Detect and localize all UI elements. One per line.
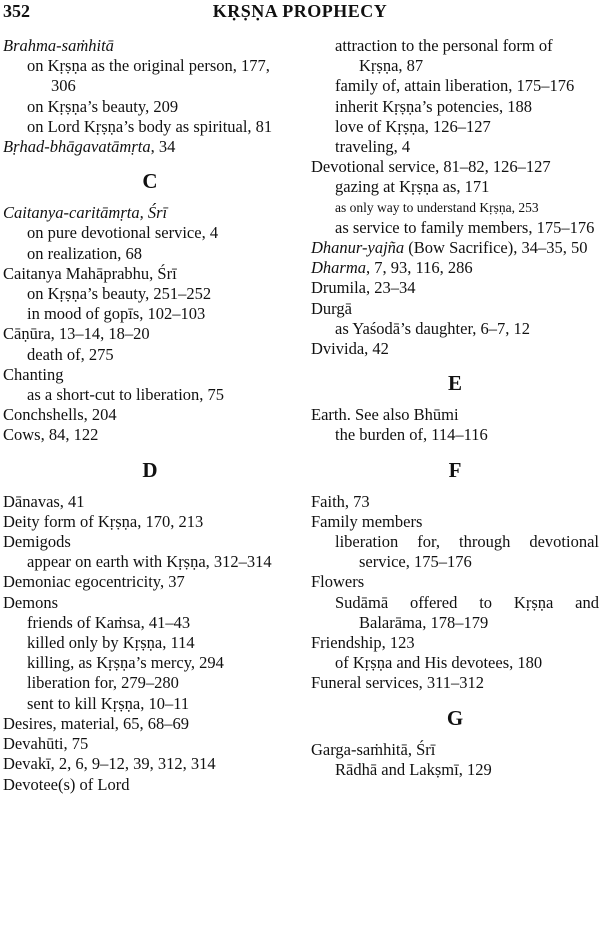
index-entry: [3, 572, 297, 592]
index-column-left: [3, 36, 297, 795]
index-entry: [3, 734, 297, 754]
entry-text: on Lord Kṛṣṇa’s body as spiritual, 81: [27, 116, 273, 136]
entry-text: Friendship, 123: [311, 633, 415, 653]
section-letter: [311, 706, 599, 730]
entry-text: Durgā: [311, 298, 352, 318]
entry-text: F: [448, 457, 462, 482]
entry-text: Sudāmā offered to Kṛṣṇa and Balarāma, 178–179: [335, 592, 599, 632]
index-subentry: [311, 117, 599, 137]
entry-text: Cāṇūra, 13–14, 18–20: [3, 324, 150, 344]
page-header: [0, 0, 600, 30]
entry-text: love of Kṛṣṇa, 126–127: [335, 116, 491, 136]
index-entry: [311, 405, 599, 425]
index-subentry: [3, 385, 297, 405]
entry-text: on Kṛṣṇa’s beauty, 251–252: [27, 284, 212, 304]
entry-text: D: [142, 457, 158, 482]
index-subentry: [3, 244, 297, 264]
section-letter: [3, 458, 297, 482]
index-subentry: [311, 218, 599, 238]
index-entry: [311, 572, 599, 592]
index-entry: [3, 324, 297, 344]
entry-text: on Kṛṣṇa’s beauty, 209: [27, 96, 179, 116]
index-entry: [3, 36, 297, 56]
index-subentry: [311, 76, 599, 96]
entry-text: Flowers: [311, 572, 365, 592]
entry-text: appear on earth with Kṛṣṇa, 312–314: [27, 552, 272, 572]
index-subentry: [3, 673, 297, 693]
entry-text: Chanting: [3, 364, 64, 384]
index-entry: [311, 633, 599, 653]
entry-text: Caitanya-caritāmṛta, Śrī: [3, 203, 168, 223]
entry-text: Bṛhad-bhāgavatāmṛta: [3, 137, 151, 157]
index-entry: [3, 512, 297, 532]
entry-text: Demons: [3, 592, 58, 612]
index-subentry: [3, 304, 297, 324]
index-subentry: [3, 552, 297, 572]
page-number: 352: [3, 1, 30, 21]
section-letter: [3, 169, 297, 193]
entry-text: G: [446, 705, 464, 730]
entry-text: as only way to understand Kṛṣṇa, 253: [335, 199, 539, 215]
index-entry: [3, 775, 297, 795]
index-entry: [311, 740, 599, 760]
index-subentry: [3, 345, 297, 365]
index-subentry: [311, 137, 599, 157]
entry-text: as service to family members, 175–176: [335, 217, 595, 237]
entry-text: Rādhā and Lakṣmī, 129: [335, 759, 492, 779]
entry-text: Devotee(s) of Lord: [3, 774, 130, 794]
index-subentry: [311, 319, 599, 339]
index-entry: [311, 492, 599, 512]
entry-text: Dhanur-yajña: [311, 238, 405, 258]
entry-text: Demigods: [3, 532, 71, 552]
index-subentry: [311, 653, 599, 673]
index-subentry: [3, 284, 297, 304]
index-entry: [311, 238, 599, 258]
entry-text: Funeral services, 311–312: [311, 673, 485, 693]
index-entry: [3, 264, 297, 284]
entry-text: Demoniac egocentricity, 37: [3, 572, 185, 592]
index-subentry: [311, 198, 599, 218]
entry-pages: , 7, 93, 116, 286: [366, 258, 473, 278]
section-letter: [311, 458, 599, 482]
entry-text: in mood of gopīs, 102–103: [27, 304, 206, 324]
index-entry: [311, 339, 599, 359]
index-column-right: [311, 36, 599, 780]
index-subentry: [3, 694, 297, 714]
index-subentry: [311, 425, 599, 445]
index-subentry: [311, 532, 599, 572]
entry-text: Dvivida, 42: [311, 339, 389, 359]
entry-text: on realization, 68: [27, 243, 143, 263]
entry-text: sent to kill Kṛṣṇa, 10–11: [27, 693, 190, 713]
entry-text: liberation for, 279–280: [27, 673, 179, 693]
index-entry: [3, 425, 297, 445]
index-subentry: [3, 223, 297, 243]
entry-text: attraction to the personal form of Kṛṣṇa, 87: [335, 36, 553, 76]
index-subentry: [3, 97, 297, 117]
running-title: KṚṢṆA PROPHECY: [212, 1, 388, 21]
entry-text: family of, attain liberation, 175–176: [335, 76, 575, 96]
entry-text: C: [142, 169, 158, 194]
entry-text: liberation for, through devotional service, 175–176: [335, 532, 599, 572]
entry-text: as a short-cut to liberation, 75: [27, 385, 225, 405]
index-entry: [3, 492, 297, 512]
index-entry: [311, 512, 599, 532]
index-subentry: [311, 593, 599, 633]
section-letter: [311, 371, 599, 395]
entry-text: Faith, 73: [311, 491, 370, 511]
entry-text: Cows, 84, 122: [3, 425, 99, 445]
entry-text: of Kṛṣṇa and His devotees, 180: [335, 653, 543, 673]
index-subentry: [311, 36, 599, 76]
index-subentry: [311, 97, 599, 117]
entry-text: Caitanya Mahāprabhu, Śrī: [3, 263, 177, 283]
entry-text: Devotional service, 81–82, 126–127: [311, 157, 551, 177]
entry-text: Dharma: [311, 258, 367, 278]
entry-text: Earth. See also Bhūmi: [311, 405, 459, 425]
index-entry: [311, 278, 599, 298]
entry-text: inherit Kṛṣṇa’s potencies, 188: [335, 96, 533, 116]
index-entry: [311, 258, 599, 278]
entry-text: as Yaśodā’s daughter, 6–7, 12: [335, 318, 531, 338]
index-subentry: [3, 56, 297, 96]
index-subentry: [3, 633, 297, 653]
entry-text: Family members: [311, 511, 423, 531]
entry-text: the burden of, 114–116: [335, 425, 488, 445]
entry-text: killed only by Kṛṣṇa, 114: [27, 633, 195, 653]
entry-text: friends of Kaṁsa, 41–43: [27, 612, 191, 632]
entry-text: Brahma-saṁhitā: [3, 36, 114, 55]
entry-text: E: [447, 371, 462, 396]
index-subentry: [3, 613, 297, 633]
entry-text: gazing at Kṛṣṇa as, 171: [335, 177, 490, 197]
entry-text: Devahūti, 75: [3, 734, 89, 754]
index-subentry: [311, 177, 599, 197]
index-entry: [3, 405, 297, 425]
index-entry: [3, 137, 297, 157]
entry-pages: , 34: [150, 137, 176, 157]
entry-text: Drumila, 23–34: [311, 278, 416, 298]
index-entry: [3, 754, 297, 774]
entry-text: traveling, 4: [335, 137, 411, 157]
index-entry: [311, 157, 599, 177]
index-entry: [311, 673, 599, 693]
index-entry: [3, 532, 297, 552]
entry-text: Deity form of Kṛṣṇa, 170, 213: [3, 511, 204, 531]
entry-text: killing, as Kṛṣṇa’s mercy, 294: [27, 653, 224, 673]
entry-pages: (Bow Sacrifice), 34–35, 50: [404, 238, 588, 258]
entry-text: Conchshells, 204: [3, 405, 117, 425]
entry-text: on Kṛṣṇa as the original person, 177, 306: [27, 56, 270, 96]
entry-text: Garga-saṁhitā, Śrī: [311, 739, 436, 759]
index-entry: [3, 365, 297, 385]
entry-text: death of, 275: [27, 344, 114, 364]
index-entry: [3, 203, 297, 223]
index-entry: [311, 299, 599, 319]
entry-text: Devakī, 2, 6, 9–12, 39, 312, 314: [3, 754, 216, 774]
entry-text: Dānavas, 41: [3, 491, 85, 511]
entry-text: Desires, material, 65, 68–69: [3, 713, 190, 733]
index-subentry: [3, 117, 297, 137]
index-entry: [3, 714, 297, 734]
index-subentry: [311, 760, 599, 780]
entry-text: on pure devotional service, 4: [27, 223, 219, 243]
index-entry: [3, 593, 297, 613]
index-subentry: [3, 653, 297, 673]
